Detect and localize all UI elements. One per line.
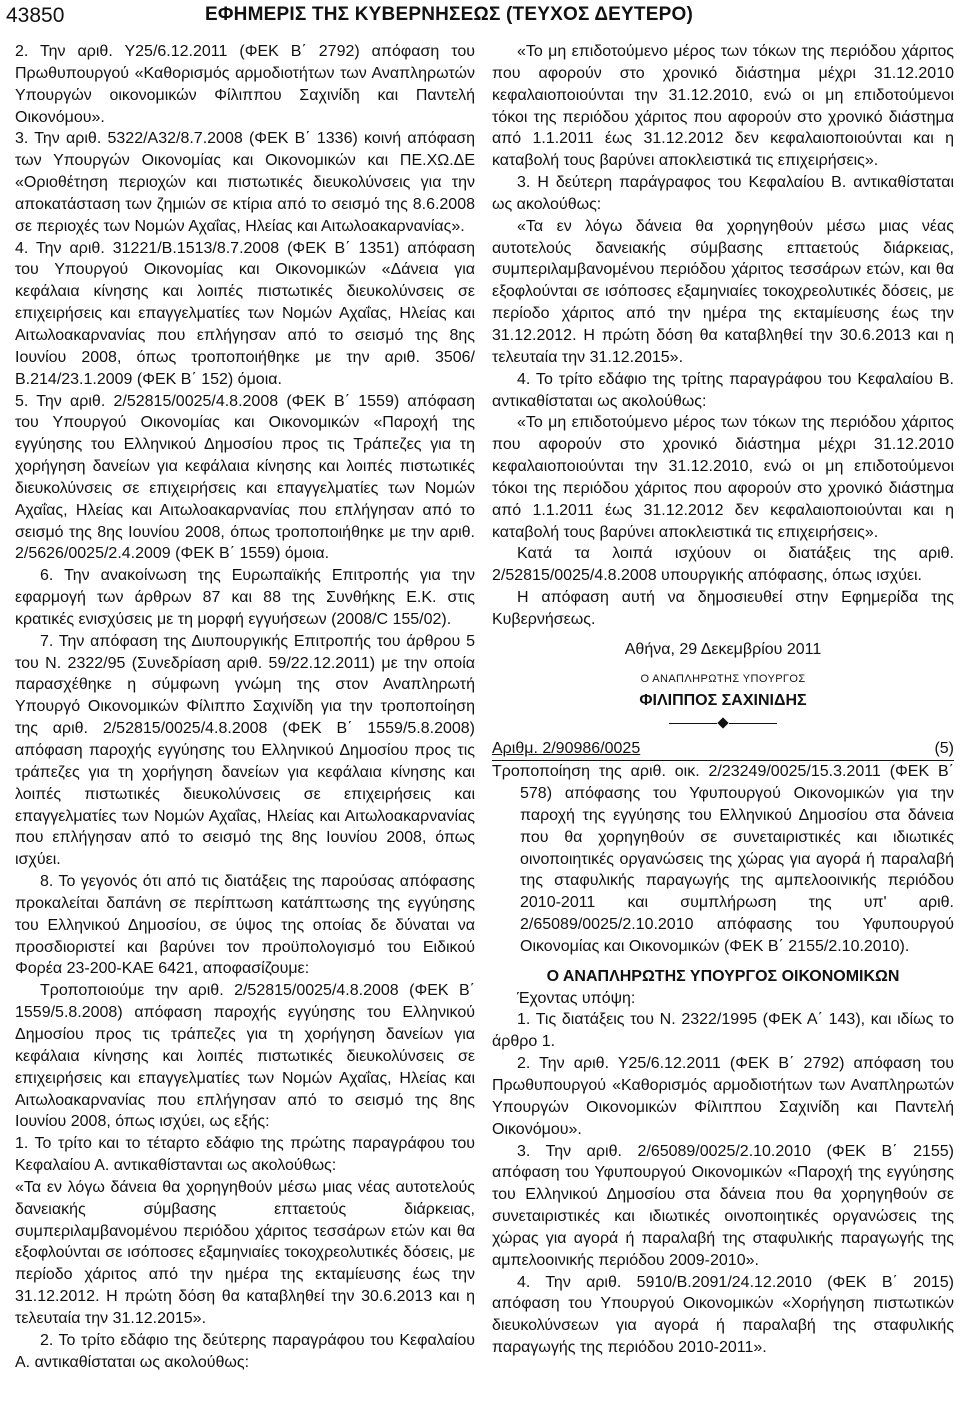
decision-heading: Ο ΑΝΑΠΛΗΡΩΤΗΣ ΥΠΟΥΡΓΟΣ ΟΙΚΟΝΟΜΙΚΩΝ	[546, 967, 900, 985]
paragraph: 5. Την αριθ. 2/52815/0025/4.8.2008 (ΦΕΚ Β΄ 1559) απόφαση του Υπουργού Οικονομίας και Οικονομικών «Παροχή της εγγύησης του Ελληνικού Δημοσίου προς τις Τράπεζες για τη χορήγηση δανείων για κεφάλαια κίνησης και λοιπές πιστωτικές διευκολύνσεις σε επιχειρήσεις και επαγγελματίες των Νομών Αχαΐας, Ηλείας και Αιτωλοακαρνανίας που επλήγησαν από το σεισμό της 8ης Ιουνίου 2008, όπως τροποποιήθηκε με την αριθ. 2/5626/0025/2.4.2009 (ΦΕΚ Β΄ 1559) όμοια.	[15, 392, 475, 563]
paragraph: «Τα εν λόγω δάνεια θα χορηγηθούν μέσω μιας νέας αυτοτελούς δανειακής σύμβασης επταετούς διάρκειας, συμπεριλαμβανομένου περιόδου χάριτος τεσσάρων ετών και θα εξοφλούνται σε ισόποσες εξαμηνιαίες τοκοχρεολυτικές δόσεις, με περίοδο χάριτος από την ημέρα της εκταμίευσης έως την 31.12.2012. Η πρώτη δόση θα καταβληθεί την 30.6.2013 και η τελευταία την 31.12.2015».	[15, 1178, 475, 1327]
left-column	[15, 41, 475, 1373]
paragraph: 6. Την ανακοίνωση της Ευρωπαϊκής Επιτροπής για την εφαρμογή των άρθρων 87 και 88 της Συνθήκης Ε.Κ. στις κρατικές ενισχύσεις με τη μορφή εγγυήσεων (2008/C 155/02).	[15, 567, 475, 628]
page-number: 43850	[6, 4, 65, 27]
decision-index: (5)	[934, 740, 954, 758]
page-header	[0, 0, 960, 38]
paragraph: 1. Το τρίτο και το τέταρτο εδάφιο της πρώτης παραγράφου του Κεφαλαίου Α. αντικαθίστανται ως ακολούθως:	[15, 1135, 475, 1175]
paragraph: 4. Την αριθ. 31221/Β.1513/8.7.2008 (ΦΕΚ Β΄ 1351) απόφαση του Υπουργού Οικονομίας και Οικονομικών «Δάνεια για κεφάλαια κίνησης και λοιπές πιστωτικές διευκολύνσεις σε επιχειρήσεις και επαγγελματίες των Νομών Αχαΐας, Ηλείας και Αιτωλοακαρνανίας που επλήγησαν από το σεισμό της 8ης Ιουνίου 2008, όπως τροποποιήθηκε με την αριθ. 3506/Β.214/23.1.2009 (ΦΕΚ Β΄ 152) όμοια.	[15, 239, 475, 388]
paragraph: «Το μη επιδοτούμενο μέρος των τόκων της περιόδου χάριτος που αφορούν στο χρονικό διάστημα μέχρι 31.12.2010 κεφαλαιοποιούνται την 31.12.2010, ενώ οι μη επιδοτούμενοι τόκοι της περιόδου χάριτος που αφορούν στο χρονικό διάστημα από 1.1.2011 έως 31.12.2012 δεν κεφαλαιοποιούνται και η καταβολή τους βαρύνει αποκλειστικά τις επιχειρήσεις».	[492, 414, 954, 541]
paragraph: 3. Την αριθ. 5322/Α32/8.7.2008 (ΦΕΚ Β΄ 1336) κοινή απόφαση των Υπουργών Οικονομίας και Οικονομικών και ΠΕ.ΧΩ.ΔΕ «Οριοθέτηση περιοχών και πιστωτικές διευκολύνσεις για την αποκατάσταση των ζημιών σε κτίρια από το σεισμό της 8.6.2008 σε περιοχές των Νομών Αχαΐας, Ηλείας και Αιτωλοακαρνανίας».	[15, 130, 475, 235]
paragraph: 3. Η δεύτερη παράγραφος του Κεφαλαίου Β. αντικαθίσταται ως ακολούθως:	[492, 174, 954, 213]
right-column	[492, 41, 954, 1359]
decision-number: Αριθμ. 2/90986/0025	[492, 740, 641, 758]
paragraph: 8. Το γεγονός ότι από τις διατάξεις της παρούσας απόφασης προκαλείται δαπάνη σε περίπτωση κατάπτωσης της εγγύησης του Ελληνικού Δημοσίου, σε ύψος της οποίας δε δύναται να προσδιοριστεί και βαρύνει τον προϋπολογισμό του Ειδικού Φορέα 23-200-ΚΑΕ 6421, αποφασίζουμε:	[15, 873, 475, 978]
list-item: 1. Τις διατάξεις του Ν. 2322/1995 (ΦΕΚ Α΄ 143), και ιδίως το άρθρο 1.	[492, 1011, 954, 1051]
paragraph: 4. Το τρίτο εδάφιο της τρίτης παραγράφου του Κεφαλαίου Β. αντικαθίσταται ως ακολούθως:	[492, 370, 954, 410]
decision-header	[492, 738, 954, 760]
paragraph: «Το μη επιδοτούμενο μέρος των τόκων της περιόδου χάριτος που αφορούν στο χρονικό διάστημα μέχρι 31.12.2010 κεφαλαιοποιούνται την 31.12.2010, ενώ οι μη επιδοτούμενοι τόκοι της περιόδου χάριτος που αφορούν στο χρονικό διάστημα από 1.1.2011 έως 31.12.2012 δεν κεφαλαιοποιούνται και η καταβολή τους βαρύνει αποκλειστικά τις επιχειρήσεις».	[492, 43, 954, 170]
section-divider	[492, 714, 954, 732]
paragraph: 2. Την αριθ. Υ25/6.12.2011 (ΦΕΚ Β΄ 2792) απόφαση του Πρωθυπουργού «Καθορισμός αρμοδιοτήτων των Αναπληρωτών Υπουργών οικονομικών Φίλιππου Σαχινίδη και Παντελή Οικονόμου».	[15, 43, 475, 126]
paragraph: «Τα εν λόγω δάνεια θα χορηγηθούν μέσω μιας νέας αυτοτελούς δανειακής σύμβασης επταετούς διάρκειας, συμπεριλαμβανομένου περιόδου χάριτος τεσσάρων ετών, και θα εξοφλούνται σε ισόποσες εξαμηνιαίες τοκοχρεολυτικές δόσεις, με περίοδο χάριτος από την ημέρα της εκταμίευσης έως την 31.12.2012. Η πρώτη δόση θα καταβληθεί την 30.6.2013 και η τελευταία την 31.12.2015».	[492, 217, 954, 366]
diamond-icon	[717, 718, 728, 729]
paragraph: 2. Το τρίτο εδάφιο της δεύτερης παραγράφου του Κεφαλαίου Α. αντικαθίσταται ως ακολούθως:	[15, 1331, 475, 1371]
paragraph: Η απόφαση αυτή να δημοσιευθεί στην Εφημερίδα της Κυβερνήσεως.	[492, 589, 954, 628]
paragraph: 7. Την απόφαση της Διυπουργικής Επιτροπής του άρθρου 5 του Ν. 2322/95 (Συνεδρίαση αριθ. 59/22.12.2011) με την οποία παρασχέθηκε η σύμφωνη γνώμη της στον Αναπληρωτή Υπουργό Οικονομικών Φίλιππο Σαχινίδη για την τροποποίηση της αριθ. 2/52815/0025/4.8.2008 (ΦΕΚ Β΄ 1559/5.8.2008) απόφαση παροχής εγγύησης του Ελληνικού Δημοσίου προς τις τράπεζες για τη χορήγηση δανείων για κεφάλαια κίνησης και λοιπές πιστωτικές διευκολύνσεις σε επιχειρήσεις και επαγγελματίες των Νομών Αχαΐας, Ηλείας και Αιτωλοακαρνανίας που επλήγησαν από το σεισμό της 8ης Ιουνίου 2008, όπως ισχύει.	[15, 632, 475, 869]
list-item: 4. Την αριθ. 5910/Β.2091/24.12.2010 (ΦΕΚ Β΄ 2015) απόφαση του Υπουργού Οικονομικών «Χορήγηση πιστωτικών διευκολύνσεων για αγορά ή παραλαβή της σταφυλικής παραγωγής της περιόδου 2010-2011».	[492, 1273, 954, 1357]
gazette-title: ΕΦΗΜΕΡΙΣ ΤΗΣ ΚΥΒΕΡΝΗΣΕΩΣ (ΤΕΥΧΟΣ ΔΕΥΤΕΡΟ)	[205, 4, 693, 25]
decision-title: Τροποποίηση της αριθ. οικ. 2/23249/0025/15.3.2011 (ΦΕΚ Β΄ 578) απόφασης του Υφυπουργού Οικονομικών για την παροχή της εγγύησης του Ελληνικού Δημοσίου στα δάνεια που θα χορηγηθούν σε συνεταιριστικές και ιδιωτικές οινοποιητικές οργανώσεις της χώρας για αγορά ή παραλαβή της σταφυλικής παραγωγής της αμπελοοινικής περιόδου 2010-2011 και συμπλήρωση της υπ' αριθ. 2/65089/0025/2.10.2010 απόφασης του Υφυπουργού Οικονομίας και Οικονομικών (ΦΕΚ Β΄ 2155/2.10.2010).	[492, 760, 954, 958]
list-item: 3. Την αριθ. 2/65089/0025/2.10.2010 (ΦΕΚ Β΄ 2155) απόφαση του Υφυπουργού Οικονομικών «Παροχή της εγγύησης του Ελληνικού Δημοσίου στα δάνεια που θα χορηγηθούν σε συνεταιριστικές και ιδιωτικές οινοποιητικές οργανώσεις της χώρας για αγορά ή παραλαβή της σταφυλικής παραγωγής της αμπελοοινικής περιόδου 2009-2010».	[492, 1142, 954, 1269]
signature-place-date: Αθήνα, 29 Δεκεμβρίου 2011	[624, 640, 822, 658]
decision-intro: Έχοντας υπόψη:	[517, 989, 636, 1007]
paragraph: Τροποποιούμε την αριθ. 2/52815/0025/4.8.2008 (ΦΕΚ Β΄ 1559/5.8.2008) απόφαση παροχής εγγύησης του Ελληνικού Δημοσίου προς τις τράπεζες για τη χορήγηση δανείων για κεφάλαια κίνησης και λοιπές πιστωτικές διευκολύνσεις σε επιχειρήσεις και επαγγελματίες των Νομών Αχαΐας, Ηλείας και Αιτωλοακαρνανίας που επλήγησαν από το σεισμό της 8ης Ιουνίου 2008, όπως ισχύει, ως εξής:	[15, 982, 475, 1131]
signature-name: ΦΙΛΙΠΠΟΣ ΣΑΧΙΝΙΔΗΣ	[639, 692, 807, 710]
signature-role: Ο ΑΝΑΠΛΗΡΩΤΗΣ ΥΠΟΥΡΓΟΣ	[640, 672, 806, 685]
paragraph: Κατά τα λοιπά ισχύουν οι διατάξεις της αριθ. 2/52815/0025/4.8.2008 υπουργικής απόφασης, όπως ισχύει.	[492, 545, 954, 585]
list-item: 2. Την αριθ. Υ25/6.12.2011 (ΦΕΚ Β΄ 2792) απόφαση του Πρωθυπουργού «Καθορισμός αρμοδιοτήτων των Αναπληρωτών Υπουργών Οικονομικών Φίλιππου Σαχινίδη και Παντελή Οικονόμου».	[492, 1055, 954, 1138]
